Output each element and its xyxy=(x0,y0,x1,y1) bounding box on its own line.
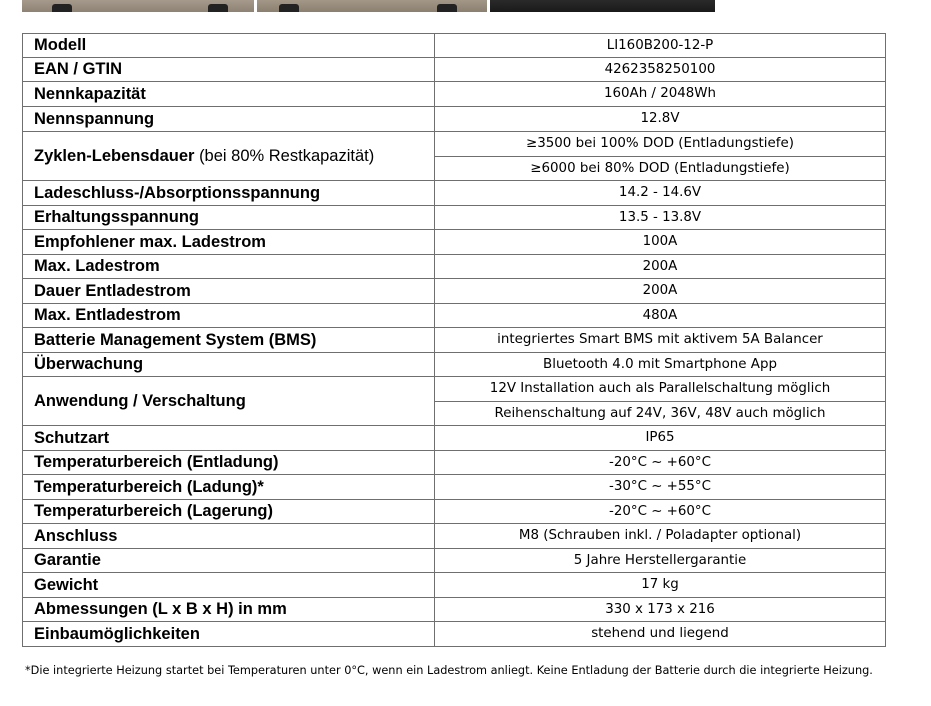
table-row xyxy=(23,328,886,353)
table-row xyxy=(23,255,886,279)
table-row xyxy=(23,82,886,107)
table-row xyxy=(23,598,886,622)
spec-label: Max. Ladestrom xyxy=(23,255,435,279)
spec-label: Zyklen-Lebensdauer xyxy=(34,146,195,165)
spec-label: Überwachung xyxy=(23,353,435,377)
table-row xyxy=(23,500,886,524)
spec-value: 100A xyxy=(435,230,886,255)
table-row xyxy=(23,34,886,58)
product-photo-strip xyxy=(0,0,931,12)
spec-value: 14.2 - 14.6V xyxy=(435,181,886,206)
terminal-image xyxy=(437,4,457,12)
spec-label: Dauer Entladestrom xyxy=(23,279,435,304)
spec-value: 17 kg xyxy=(435,573,886,598)
spec-label: Einbaumöglichkeiten xyxy=(23,622,435,647)
table-row xyxy=(23,475,886,500)
table-row xyxy=(23,132,886,157)
spec-label: Modell xyxy=(23,34,435,58)
table-row xyxy=(23,230,886,255)
spec-value: -30°C ~ +55°C xyxy=(435,475,886,500)
table-row xyxy=(23,206,886,230)
spec-value: 200A xyxy=(435,279,886,304)
spec-value: 330 x 173 x 216 xyxy=(435,598,886,622)
table-row xyxy=(23,181,886,206)
table-row xyxy=(23,58,886,82)
spec-value: ≥3500 bei 100% DOD (Entladungstiefe) xyxy=(435,132,886,157)
spec-label: Temperaturbereich (Ladung)* xyxy=(23,475,435,500)
spec-value: 4262358250100 xyxy=(435,58,886,82)
spec-label: Anwendung / Verschaltung xyxy=(23,377,435,426)
spec-table xyxy=(22,33,886,647)
spec-label: Batterie Management System (BMS) xyxy=(23,328,435,353)
spec-value: 12.8V xyxy=(435,107,886,132)
spec-value: LI160B200-12-P xyxy=(435,34,886,58)
terminal-image xyxy=(208,4,228,12)
spec-value: 5 Jahre Herstellergarantie xyxy=(435,549,886,573)
spec-label: Nennkapazität xyxy=(23,82,435,107)
spec-label: Empfohlener max. Ladestrom xyxy=(23,230,435,255)
table-row xyxy=(23,426,886,451)
table-row xyxy=(23,524,886,549)
spec-label: Schutzart xyxy=(23,426,435,451)
table-row xyxy=(23,451,886,475)
spec-value: 13.5 - 13.8V xyxy=(435,206,886,230)
spec-value: 12V Installation auch als Parallelschaltung möglich xyxy=(435,377,886,402)
spec-label: EAN / GTIN xyxy=(23,58,435,82)
product-photo-2 xyxy=(257,0,487,12)
spec-label: Gewicht xyxy=(23,573,435,598)
spec-label: Nennspannung xyxy=(23,107,435,132)
table-row xyxy=(23,377,886,402)
footnote: *Die integrierte Heizung startet bei Temperaturen unter 0°C, wenn ein Ladestrom anliegt. Keine Entladung der Batterie durch die integrierte Heizung. xyxy=(25,664,873,677)
spec-value: stehend und liegend xyxy=(435,622,886,647)
spec-value: IP65 xyxy=(435,426,886,451)
terminal-image xyxy=(279,4,299,12)
spec-value: -20°C ~ +60°C xyxy=(435,451,886,475)
product-photo-3 xyxy=(490,0,715,12)
spec-label: Temperaturbereich (Lagerung) xyxy=(23,500,435,524)
spec-label: Erhaltungsspannung xyxy=(23,206,435,230)
spec-label: Anschluss xyxy=(23,524,435,549)
spec-label: Temperaturbereich (Entladung) xyxy=(23,451,435,475)
spec-value: 200A xyxy=(435,255,886,279)
table-row xyxy=(23,353,886,377)
spec-value: integriertes Smart BMS mit aktivem 5A Balancer xyxy=(435,328,886,353)
spec-value: Reihenschaltung auf 24V, 36V, 48V auch möglich xyxy=(435,402,886,426)
table-row xyxy=(23,279,886,304)
spec-value: ≥6000 bei 80% DOD (Entladungstiefe) xyxy=(435,157,886,181)
spec-label: Max. Entladestrom xyxy=(23,304,435,328)
spec-value: M8 (Schrauben inkl. / Poladapter optional) xyxy=(435,524,886,549)
table-row xyxy=(23,622,886,647)
spec-value: 160Ah / 2048Wh xyxy=(435,82,886,107)
spec-label: Garantie xyxy=(23,549,435,573)
spec-value: 480A xyxy=(435,304,886,328)
product-photo-1 xyxy=(22,0,254,12)
spec-value: -20°C ~ +60°C xyxy=(435,500,886,524)
spec-label-group xyxy=(23,132,435,181)
spec-label: Ladeschluss-/Absorptionsspannung xyxy=(23,181,435,206)
terminal-image xyxy=(52,4,72,12)
spec-value: Bluetooth 4.0 mit Smartphone App xyxy=(435,353,886,377)
spec-label-note: (bei 80% Restkapazität) xyxy=(199,146,375,165)
table-row xyxy=(23,107,886,132)
spec-label: Abmessungen (L x B x H) in mm xyxy=(23,598,435,622)
table-row xyxy=(23,549,886,573)
table-row xyxy=(23,573,886,598)
table-row xyxy=(23,304,886,328)
